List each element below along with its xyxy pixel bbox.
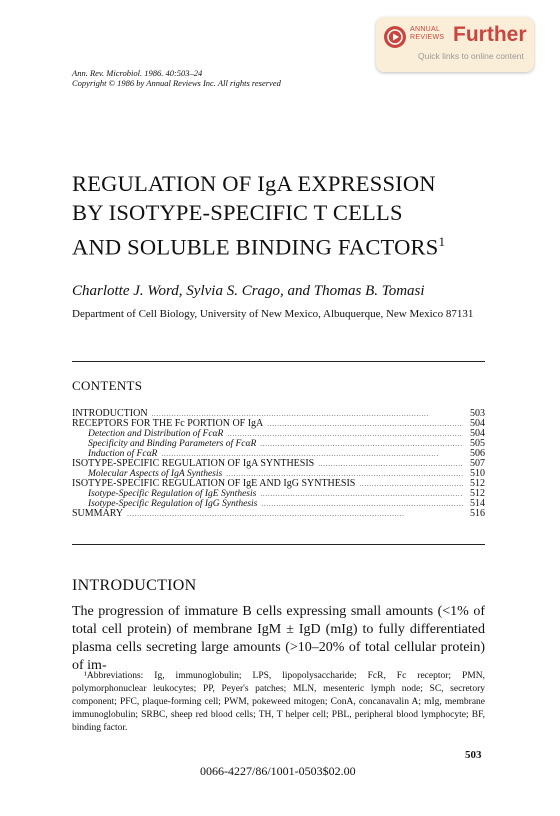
toc-entry-label: Induction of FcαR bbox=[88, 449, 158, 459]
toc-leader-dots bbox=[359, 479, 463, 489]
badge-annual-reviews-label bbox=[410, 26, 444, 42]
divider-top bbox=[72, 361, 485, 362]
introduction-paragraph: The progression of immature B cells expressing small amounts (<1% of total cell protein) of membrane IgM ± IgD (mIg) to fully differentiated plasma cells secreting large amounts (>10–20% of total cellular protein) of im- bbox=[72, 604, 485, 673]
badge-annual-text: ANNUAL bbox=[410, 26, 441, 33]
citation-line-1: Ann. Rev. Microbiol. 1986. 40:503–24 bbox=[72, 68, 203, 78]
toc-entry-label: SUMMARY bbox=[72, 508, 124, 519]
toc-entry-label: Detection and Distribution of FcαR bbox=[88, 429, 224, 439]
toc-entry[interactable] bbox=[72, 429, 485, 439]
toc-entry[interactable] bbox=[72, 479, 485, 489]
abbreviations-footnote: ¹Abbreviations: Ig, immunoglobulin; LPS, lipopolysaccharide; FcR, Fc receptor; PMN, polymorphonuclear leukocytes; PP, Peyer's patches; MLN, mesenteric lymph node; SC, secretory component; PFC, plaque-forming cell; PWM, pokeweed mitogen; ConA, concanavalin A; mIg, membrane immunoglobulin; SRBC, sheep red blood cells; TH, T helper cell; PBL, peripheral blood lymphocyte; BF, binding factor. bbox=[72, 671, 485, 733]
introduction-heading: INTRODUCTION bbox=[72, 577, 197, 594]
toc-entry-page: 512 bbox=[470, 478, 485, 489]
contents-heading: CONTENTS bbox=[72, 378, 143, 393]
title-footnote-mark: 1 bbox=[438, 234, 446, 249]
toc-entry-page: 506 bbox=[470, 448, 485, 459]
citation-line-2: Copyright © 1986 by Annual Reviews Inc. All rights reserved bbox=[72, 78, 281, 88]
toc-entry-label: INTRODUCTION bbox=[72, 408, 148, 419]
badge-subtitle[interactable]: Quick links to online content bbox=[418, 51, 524, 61]
toc-entry-page: 504 bbox=[470, 428, 485, 439]
toc-leader-dots bbox=[227, 429, 463, 439]
toc-leader-dots bbox=[127, 509, 463, 519]
title-line-2: BY ISOTYPE-SPECIFIC T CELLS bbox=[72, 200, 403, 225]
toc-entry-label: RECEPTORS FOR THE Fc PORTION OF IgA bbox=[72, 418, 264, 429]
toc-entry-page: 514 bbox=[470, 498, 485, 509]
toc-leader-dots bbox=[267, 419, 463, 429]
toc-entry-label: Specificity and Binding Parameters of FcαR bbox=[88, 439, 257, 449]
toc-entry[interactable] bbox=[72, 459, 485, 469]
further-logo-icon bbox=[384, 26, 406, 48]
table-of-contents bbox=[72, 409, 485, 519]
affiliation: Department of Cell Biology, University of New Mexico, Albuquerque, New Mexico 87131 bbox=[72, 308, 474, 320]
toc-entry-page: 504 bbox=[470, 418, 485, 429]
toc-entry-page: 516 bbox=[470, 508, 485, 519]
toc-entry-page: 505 bbox=[470, 438, 485, 449]
authors: Charlotte J. Word, Sylvia S. Crago, and Thomas B. Tomasi bbox=[72, 283, 425, 299]
title-line-1: REGULATION OF IgA EXPRESSION bbox=[72, 171, 436, 196]
toc-entry-page: 503 bbox=[470, 408, 485, 419]
annual-reviews-further-badge[interactable] bbox=[376, 17, 534, 72]
toc-entry-label: ISOTYPE-SPECIFIC REGULATION OF IgE AND IgG SYNTHESIS bbox=[72, 478, 356, 489]
journal-citation bbox=[72, 68, 281, 88]
title-line-3-text: AND SOLUBLE BINDING FACTORS bbox=[72, 234, 439, 260]
toc-entry-label: Molecular Aspects of IgA Synthesis bbox=[88, 469, 223, 479]
badge-reviews-text: REVIEWS bbox=[410, 34, 445, 41]
toc-entry[interactable] bbox=[72, 489, 485, 499]
toc-entry-label: Isotype-Specific Regulation of IgG Synthesis bbox=[88, 499, 258, 509]
toc-leader-dots bbox=[260, 439, 463, 449]
divider-bottom bbox=[72, 544, 485, 545]
article-title bbox=[72, 169, 502, 262]
toc-entry[interactable] bbox=[72, 439, 485, 449]
toc-entry[interactable] bbox=[72, 419, 485, 429]
issn-code: 0066-4227/86/1001-0503$02.00 bbox=[200, 764, 356, 778]
badge-further-label: Further bbox=[453, 23, 527, 46]
toc-entry-page: 512 bbox=[470, 488, 485, 499]
toc-entry-page: 510 bbox=[470, 468, 485, 479]
toc-leader-dots bbox=[260, 489, 463, 499]
toc-entry[interactable] bbox=[72, 509, 485, 519]
toc-entry[interactable] bbox=[72, 499, 485, 509]
page-number: 503 bbox=[465, 749, 482, 761]
toc-entry-page: 507 bbox=[470, 458, 485, 469]
toc-leader-dots bbox=[318, 459, 463, 469]
toc-entry-label: ISOTYPE-SPECIFIC REGULATION OF IgA SYNTHESIS bbox=[72, 458, 315, 469]
toc-entry-label: Isotype-Specific Regulation of IgE Synthesis bbox=[88, 489, 257, 499]
toc-leader-dots bbox=[261, 499, 463, 509]
title-line-3 bbox=[72, 227, 502, 262]
